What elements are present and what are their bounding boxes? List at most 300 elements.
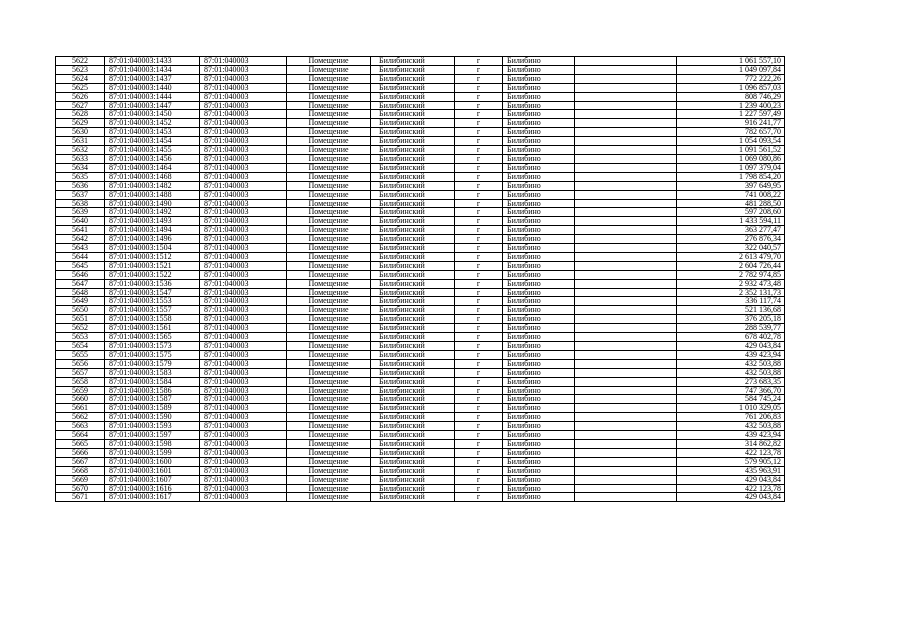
row-number-cell: 5659	[56, 386, 105, 395]
locality-type-cell: г	[455, 377, 503, 386]
table-row	[56, 119, 785, 128]
district-cell: Билибинский	[371, 270, 455, 279]
table-row	[56, 217, 785, 226]
cadastral-number-cell: 87:01:040003:1573	[105, 342, 200, 351]
object-type-cell: Помещение	[287, 154, 371, 163]
row-number-cell: 5655	[56, 350, 105, 359]
cadastral-number-cell: 87:01:040003:1601	[105, 466, 200, 475]
cadastral-value-cell: 432 503,88	[677, 359, 785, 368]
locality-name-cell: Билибино	[503, 297, 575, 306]
locality-type-cell: г	[455, 306, 503, 315]
row-number-cell: 5630	[56, 128, 105, 137]
locality-type-cell: г	[455, 181, 503, 190]
cadastral-value-cell: 1 010 329,05	[677, 404, 785, 413]
locality-type-cell: г	[455, 172, 503, 181]
object-type-cell: Помещение	[287, 466, 371, 475]
row-number-cell: 5646	[56, 270, 105, 279]
locality-name-cell: Билибино	[503, 475, 575, 484]
cadastral-number-cell: 87:01:040003:1590	[105, 413, 200, 422]
table-row	[56, 404, 785, 413]
object-type-cell: Помещение	[287, 128, 371, 137]
cadastral-number-cell: 87:01:040003:1598	[105, 439, 200, 448]
locality-name-cell: Билибино	[503, 279, 575, 288]
row-number-cell: 5668	[56, 466, 105, 475]
cadastral-value-cell: 678 402,78	[677, 333, 785, 342]
empty-cell	[575, 422, 677, 431]
district-cell: Билибинский	[371, 306, 455, 315]
table-row	[56, 377, 785, 386]
row-number-cell: 5650	[56, 306, 105, 315]
empty-cell	[575, 395, 677, 404]
table-row	[56, 395, 785, 404]
empty-cell	[575, 297, 677, 306]
cadastral-number-cell: 87:01:040003:1444	[105, 92, 200, 101]
cadastral-quarter-cell: 87:01:040003	[200, 395, 287, 404]
row-number-cell: 5651	[56, 315, 105, 324]
locality-type-cell: г	[455, 226, 503, 235]
empty-cell	[575, 359, 677, 368]
cadastral-number-cell: 87:01:040003:1492	[105, 208, 200, 217]
cadastral-value-cell: 521 136,68	[677, 306, 785, 315]
locality-name-cell: Билибино	[503, 92, 575, 101]
cadastral-number-cell: 87:01:040003:1586	[105, 386, 200, 395]
object-type-cell: Помещение	[287, 83, 371, 92]
locality-name-cell: Билибино	[503, 342, 575, 351]
object-type-cell: Помещение	[287, 350, 371, 359]
locality-name-cell: Билибино	[503, 146, 575, 155]
locality-type-cell: г	[455, 244, 503, 253]
locality-type-cell: г	[455, 217, 503, 226]
cadastral-quarter-cell: 87:01:040003	[200, 261, 287, 270]
object-type-cell: Помещение	[287, 422, 371, 431]
empty-cell	[575, 190, 677, 199]
district-cell: Билибинский	[371, 359, 455, 368]
district-cell: Билибинский	[371, 413, 455, 422]
empty-cell	[575, 261, 677, 270]
district-cell: Билибинский	[371, 350, 455, 359]
locality-name-cell: Билибино	[503, 448, 575, 457]
table-row	[56, 431, 785, 440]
empty-cell	[575, 413, 677, 422]
district-cell: Билибинский	[371, 244, 455, 253]
empty-cell	[575, 217, 677, 226]
row-number-cell: 5667	[56, 457, 105, 466]
locality-type-cell: г	[455, 439, 503, 448]
empty-cell	[575, 324, 677, 333]
cadastral-quarter-cell: 87:01:040003	[200, 466, 287, 475]
locality-type-cell: г	[455, 83, 503, 92]
table-row	[56, 368, 785, 377]
locality-type-cell: г	[455, 342, 503, 351]
district-cell: Билибинский	[371, 146, 455, 155]
cadastral-quarter-cell: 87:01:040003	[200, 190, 287, 199]
district-cell: Билибинский	[371, 404, 455, 413]
table-row	[56, 457, 785, 466]
table-row	[56, 342, 785, 351]
locality-type-cell: г	[455, 279, 503, 288]
object-type-cell: Помещение	[287, 288, 371, 297]
locality-type-cell: г	[455, 101, 503, 110]
cadastral-value-cell: 1 097 379,04	[677, 163, 785, 172]
object-type-cell: Помещение	[287, 119, 371, 128]
cadastral-quarter-cell: 87:01:040003	[200, 199, 287, 208]
row-number-cell: 5644	[56, 252, 105, 261]
cadastral-value-cell: 439 423,94	[677, 350, 785, 359]
cadastral-number-cell: 87:01:040003:1536	[105, 279, 200, 288]
row-number-cell: 5648	[56, 288, 105, 297]
locality-type-cell: г	[455, 154, 503, 163]
locality-name-cell: Билибино	[503, 217, 575, 226]
district-cell: Билибинский	[371, 288, 455, 297]
empty-cell	[575, 315, 677, 324]
cadastral-value-cell: 2 352 131,73	[677, 288, 785, 297]
cadastral-quarter-cell: 87:01:040003	[200, 208, 287, 217]
table-row	[56, 413, 785, 422]
locality-type-cell: г	[455, 431, 503, 440]
row-number-cell: 5671	[56, 493, 105, 502]
object-type-cell: Помещение	[287, 475, 371, 484]
locality-name-cell: Билибино	[503, 386, 575, 395]
cadastral-quarter-cell: 87:01:040003	[200, 163, 287, 172]
object-type-cell: Помещение	[287, 297, 371, 306]
locality-name-cell: Билибино	[503, 190, 575, 199]
object-type-cell: Помещение	[287, 333, 371, 342]
cadastral-number-cell: 87:01:040003:1464	[105, 163, 200, 172]
empty-cell	[575, 154, 677, 163]
cadastral-quarter-cell: 87:01:040003	[200, 493, 287, 502]
locality-type-cell: г	[455, 163, 503, 172]
cadastral-quarter-cell: 87:01:040003	[200, 315, 287, 324]
row-number-cell: 5637	[56, 190, 105, 199]
cadastral-number-cell: 87:01:040003:1589	[105, 404, 200, 413]
table-row	[56, 270, 785, 279]
district-cell: Билибинский	[371, 252, 455, 261]
locality-name-cell: Билибино	[503, 439, 575, 448]
cadastral-number-cell: 87:01:040003:1597	[105, 431, 200, 440]
cadastral-number-cell: 87:01:040003:1553	[105, 297, 200, 306]
object-type-cell: Помещение	[287, 404, 371, 413]
table-row	[56, 190, 785, 199]
cadastral-number-cell: 87:01:040003:1454	[105, 137, 200, 146]
locality-name-cell: Билибино	[503, 457, 575, 466]
object-type-cell: Помещение	[287, 484, 371, 493]
locality-name-cell: Билибино	[503, 57, 575, 66]
object-type-cell: Помещение	[287, 439, 371, 448]
cadastral-value-cell: 1 069 080,86	[677, 154, 785, 163]
object-type-cell: Помещение	[287, 359, 371, 368]
table-row	[56, 359, 785, 368]
empty-cell	[575, 466, 677, 475]
district-cell: Билибинский	[371, 226, 455, 235]
table-row	[56, 146, 785, 155]
district-cell: Билибинский	[371, 74, 455, 83]
empty-cell	[575, 279, 677, 288]
locality-type-cell: г	[455, 466, 503, 475]
cadastral-number-cell: 87:01:040003:1482	[105, 181, 200, 190]
object-type-cell: Помещение	[287, 65, 371, 74]
object-type-cell: Помещение	[287, 395, 371, 404]
cadastral-quarter-cell: 87:01:040003	[200, 279, 287, 288]
district-cell: Билибинский	[371, 324, 455, 333]
cadastral-value-cell: 782 657,70	[677, 128, 785, 137]
cadastral-quarter-cell: 87:01:040003	[200, 350, 287, 359]
empty-cell	[575, 288, 677, 297]
object-type-cell: Помещение	[287, 146, 371, 155]
district-cell: Билибинский	[371, 199, 455, 208]
row-number-cell: 5639	[56, 208, 105, 217]
table-row	[56, 439, 785, 448]
empty-cell	[575, 235, 677, 244]
table-row	[56, 448, 785, 457]
cadastral-quarter-cell: 87:01:040003	[200, 226, 287, 235]
locality-name-cell: Билибино	[503, 244, 575, 253]
locality-name-cell: Билибино	[503, 226, 575, 235]
empty-cell	[575, 448, 677, 457]
locality-type-cell: г	[455, 119, 503, 128]
locality-name-cell: Билибино	[503, 208, 575, 217]
cadastral-quarter-cell: 87:01:040003	[200, 110, 287, 119]
district-cell: Билибинский	[371, 128, 455, 137]
empty-cell	[575, 270, 677, 279]
empty-cell	[575, 208, 677, 217]
district-cell: Билибинский	[371, 395, 455, 404]
cadastral-quarter-cell: 87:01:040003	[200, 244, 287, 253]
district-cell: Билибинский	[371, 57, 455, 66]
object-type-cell: Помещение	[287, 315, 371, 324]
table-row	[56, 422, 785, 431]
table-row	[56, 101, 785, 110]
cadastral-quarter-cell: 87:01:040003	[200, 368, 287, 377]
table-row	[56, 181, 785, 190]
locality-name-cell: Билибино	[503, 128, 575, 137]
row-number-cell: 5670	[56, 484, 105, 493]
cadastral-value-cell: 2 604 726,44	[677, 261, 785, 270]
district-cell: Билибинский	[371, 431, 455, 440]
table-row	[56, 172, 785, 181]
object-type-cell: Помещение	[287, 57, 371, 66]
locality-type-cell: г	[455, 422, 503, 431]
object-type-cell: Помещение	[287, 270, 371, 279]
cadastral-quarter-cell: 87:01:040003	[200, 484, 287, 493]
cadastral-quarter-cell: 87:01:040003	[200, 270, 287, 279]
row-number-cell: 5641	[56, 226, 105, 235]
cadastral-value-cell: 2 782 974,85	[677, 270, 785, 279]
locality-type-cell: г	[455, 350, 503, 359]
empty-cell	[575, 350, 677, 359]
cadastral-value-cell: 741 008,22	[677, 190, 785, 199]
object-type-cell: Помещение	[287, 324, 371, 333]
cadastral-value-cell: 481 288,50	[677, 199, 785, 208]
district-cell: Билибинский	[371, 315, 455, 324]
empty-cell	[575, 306, 677, 315]
cadastral-value-cell: 2 932 473,48	[677, 279, 785, 288]
locality-type-cell: г	[455, 288, 503, 297]
empty-cell	[575, 146, 677, 155]
cadastral-number-cell: 87:01:040003:1440	[105, 83, 200, 92]
district-cell: Билибинский	[371, 119, 455, 128]
object-type-cell: Помещение	[287, 172, 371, 181]
district-cell: Билибинский	[371, 83, 455, 92]
district-cell: Билибинский	[371, 368, 455, 377]
district-cell: Билибинский	[371, 190, 455, 199]
locality-name-cell: Билибино	[503, 413, 575, 422]
cadastral-quarter-cell: 87:01:040003	[200, 74, 287, 83]
cadastral-quarter-cell: 87:01:040003	[200, 333, 287, 342]
row-number-cell: 5636	[56, 181, 105, 190]
row-number-cell: 5635	[56, 172, 105, 181]
row-number-cell: 5653	[56, 333, 105, 342]
table-row	[56, 261, 785, 270]
empty-cell	[575, 439, 677, 448]
cadastral-value-cell: 584 745,24	[677, 395, 785, 404]
locality-name-cell: Билибино	[503, 333, 575, 342]
locality-name-cell: Билибино	[503, 377, 575, 386]
table-row	[56, 475, 785, 484]
row-number-cell: 5622	[56, 57, 105, 66]
cadastral-value-cell: 916 241,77	[677, 119, 785, 128]
cadastral-value-cell: 432 503,88	[677, 422, 785, 431]
district-cell: Билибинский	[371, 475, 455, 484]
table-row	[56, 324, 785, 333]
table-row	[56, 333, 785, 342]
cadastral-value-cell: 1 049 097,84	[677, 65, 785, 74]
cadastral-value-cell: 1 061 557,10	[677, 57, 785, 66]
district-cell: Билибинский	[371, 181, 455, 190]
locality-name-cell: Билибино	[503, 359, 575, 368]
cadastral-quarter-cell: 87:01:040003	[200, 342, 287, 351]
locality-type-cell: г	[455, 457, 503, 466]
row-number-cell: 5665	[56, 439, 105, 448]
cadastral-number-cell: 87:01:040003:1490	[105, 199, 200, 208]
row-number-cell: 5662	[56, 413, 105, 422]
district-cell: Билибинский	[371, 92, 455, 101]
row-number-cell: 5669	[56, 475, 105, 484]
table-row	[56, 128, 785, 137]
table-row	[56, 65, 785, 74]
object-type-cell: Помещение	[287, 493, 371, 502]
row-number-cell: 5632	[56, 146, 105, 155]
locality-type-cell: г	[455, 110, 503, 119]
cadastral-value-cell: 422 123,78	[677, 448, 785, 457]
table-row	[56, 74, 785, 83]
locality-name-cell: Билибино	[503, 137, 575, 146]
locality-type-cell: г	[455, 368, 503, 377]
empty-cell	[575, 493, 677, 502]
locality-type-cell: г	[455, 297, 503, 306]
row-number-cell: 5649	[56, 297, 105, 306]
locality-type-cell: г	[455, 475, 503, 484]
table-row	[56, 279, 785, 288]
row-number-cell: 5647	[56, 279, 105, 288]
object-type-cell: Помещение	[287, 448, 371, 457]
locality-type-cell: г	[455, 146, 503, 155]
empty-cell	[575, 181, 677, 190]
table-row	[56, 208, 785, 217]
cadastral-number-cell: 87:01:040003:1521	[105, 261, 200, 270]
cadastral-value-cell: 772 222,26	[677, 74, 785, 83]
empty-cell	[575, 163, 677, 172]
empty-cell	[575, 83, 677, 92]
cadastral-quarter-cell: 87:01:040003	[200, 386, 287, 395]
cadastral-number-cell: 87:01:040003:1450	[105, 110, 200, 119]
cadastral-number-cell: 87:01:040003:1600	[105, 457, 200, 466]
row-number-cell: 5663	[56, 422, 105, 431]
district-cell: Билибинский	[371, 457, 455, 466]
empty-cell	[575, 368, 677, 377]
cadastral-value-cell: 432 503,88	[677, 368, 785, 377]
cadastral-quarter-cell: 87:01:040003	[200, 306, 287, 315]
empty-cell	[575, 457, 677, 466]
empty-cell	[575, 128, 677, 137]
locality-type-cell: г	[455, 235, 503, 244]
cadastral-value-cell: 1 239 400,23	[677, 101, 785, 110]
locality-name-cell: Билибино	[503, 83, 575, 92]
cadastral-quarter-cell: 87:01:040003	[200, 359, 287, 368]
cadastral-quarter-cell: 87:01:040003	[200, 146, 287, 155]
cadastral-value-cell: 429 043,84	[677, 342, 785, 351]
object-type-cell: Помещение	[287, 457, 371, 466]
row-number-cell: 5640	[56, 217, 105, 226]
table-row	[56, 484, 785, 493]
row-number-cell: 5658	[56, 377, 105, 386]
locality-name-cell: Билибино	[503, 350, 575, 359]
locality-name-cell: Билибино	[503, 466, 575, 475]
empty-cell	[575, 484, 677, 493]
locality-type-cell: г	[455, 74, 503, 83]
locality-name-cell: Билибино	[503, 315, 575, 324]
district-cell: Билибинский	[371, 208, 455, 217]
cadastral-quarter-cell: 87:01:040003	[200, 413, 287, 422]
locality-name-cell: Билибино	[503, 493, 575, 502]
locality-name-cell: Билибино	[503, 261, 575, 270]
table-body	[56, 57, 785, 502]
table-row	[56, 386, 785, 395]
object-type-cell: Помещение	[287, 342, 371, 351]
empty-cell	[575, 333, 677, 342]
cadastral-number-cell: 87:01:040003:1593	[105, 422, 200, 431]
cadastral-number-cell: 87:01:040003:1522	[105, 270, 200, 279]
cadastral-value-table	[55, 56, 785, 502]
object-type-cell: Помещение	[287, 92, 371, 101]
district-cell: Билибинский	[371, 493, 455, 502]
table-row	[56, 163, 785, 172]
cadastral-number-cell: 87:01:040003:1468	[105, 172, 200, 181]
cadastral-value-cell: 808 746,29	[677, 92, 785, 101]
cadastral-quarter-cell: 87:01:040003	[200, 324, 287, 333]
locality-type-cell: г	[455, 252, 503, 261]
cadastral-quarter-cell: 87:01:040003	[200, 137, 287, 146]
locality-name-cell: Билибино	[503, 306, 575, 315]
locality-name-cell: Билибино	[503, 172, 575, 181]
row-number-cell: 5624	[56, 74, 105, 83]
district-cell: Билибинский	[371, 137, 455, 146]
cadastral-quarter-cell: 87:01:040003	[200, 404, 287, 413]
cadastral-number-cell: 87:01:040003:1583	[105, 368, 200, 377]
cadastral-value-cell: 322 040,57	[677, 244, 785, 253]
locality-type-cell: г	[455, 137, 503, 146]
row-number-cell: 5652	[56, 324, 105, 333]
cadastral-quarter-cell: 87:01:040003	[200, 377, 287, 386]
cadastral-quarter-cell: 87:01:040003	[200, 101, 287, 110]
empty-cell	[575, 172, 677, 181]
locality-name-cell: Билибино	[503, 101, 575, 110]
cadastral-number-cell: 87:01:040003:1488	[105, 190, 200, 199]
cadastral-quarter-cell: 87:01:040003	[200, 422, 287, 431]
locality-name-cell: Билибино	[503, 404, 575, 413]
cadastral-number-cell: 87:01:040003:1452	[105, 119, 200, 128]
object-type-cell: Помещение	[287, 235, 371, 244]
cadastral-number-cell: 87:01:040003:1433	[105, 57, 200, 66]
